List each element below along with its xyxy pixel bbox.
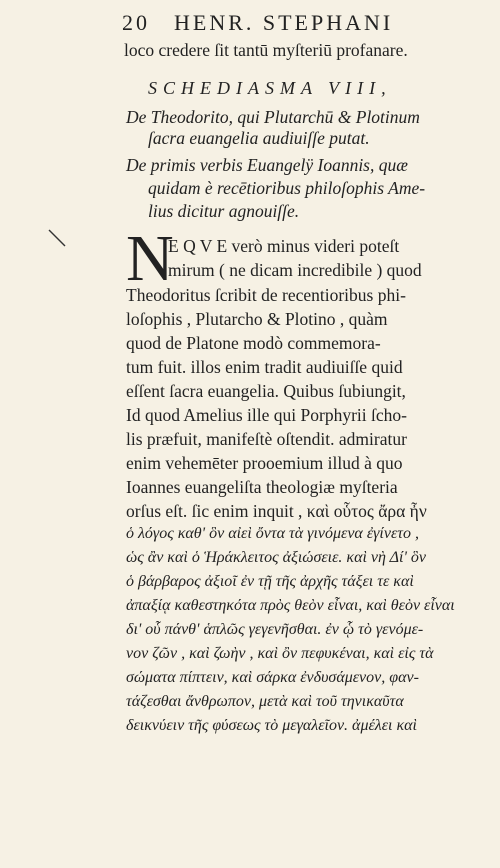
body-line: tum fuit. illos enim tradit audiuiſſe quid bbox=[126, 357, 403, 377]
greek-line: ὡς ἂν καὶ ὁ Ἡράκλειτος ἀξιώσειε. καὶ νὴ Δί' ὃν bbox=[126, 549, 427, 566]
greek-line: δι' οὗ πάνθ' ἁπλῶς γεγενῆσθαι. ἐν ᾧ τὸ γενόμε- bbox=[126, 621, 424, 638]
body-line: orſus eſt. ſic enim inquit , καὶ οὗτος ἄρα ἦν bbox=[126, 501, 427, 521]
running-head: HENR. STEPHANI bbox=[174, 10, 394, 35]
body-line: enim vehemēter prooemium illud à quo bbox=[126, 453, 403, 473]
heading-line: ſacra euangelia audiuiſſe putat. bbox=[148, 128, 370, 148]
body-line: mirum ( ne dicam incredibile ) quod bbox=[168, 260, 422, 280]
body-line: lis præfuit, manifeſtè oſtendit. admiratur bbox=[126, 429, 407, 449]
body-line: E Q V E verò minus videri poteſt bbox=[168, 236, 400, 256]
drop-cap: N bbox=[126, 222, 174, 295]
greek-line: ὁ λόγος καθ' ὃν αἰεὶ ὄντα τὰ γινόμενα ἐγίνετο , bbox=[126, 525, 420, 542]
body-line: Ioannes euangeliſta theologiæ myſteria bbox=[126, 477, 398, 497]
page-number: 20 bbox=[122, 10, 150, 35]
carry-over-line: loco credere ſit tantū myſteriū profanare. bbox=[124, 40, 408, 60]
margin-mark-icon bbox=[47, 228, 67, 248]
greek-line: δεικνύειν τῆς φύσεως τὸ μεγαλεῖον. ἀμέλει καὶ bbox=[126, 717, 417, 734]
body-line: Id quod Amelius ille qui Porphyrii ſcho- bbox=[126, 405, 407, 425]
body-line: loſophis , Plutarcho & Plotino , quàm bbox=[126, 309, 388, 329]
greek-line: τάζεσθαι ἄνθρωπον, μετὰ καὶ τοῦ τηνικαῦτα bbox=[126, 693, 404, 710]
body-line: quod de Platone modò commemora- bbox=[126, 333, 381, 353]
page-header bbox=[122, 10, 467, 40]
heading-line: quidam è recētioribus philoſophis Ame- bbox=[148, 178, 426, 198]
section-title: SCHEDIASMA VIII, bbox=[148, 78, 392, 98]
heading-line: lius dicitur agnouiſſe. bbox=[148, 201, 300, 221]
body-line: eſſent ſacra euangelia. Quibus ſubiungit, bbox=[126, 381, 406, 401]
body-line: Theodoritus ſcribit de recentioribus phi- bbox=[126, 285, 406, 305]
greek-line: νον ζῶν , καὶ ζωὴν , καὶ ὂν πεφυκέναι, καὶ εἰς τὰ bbox=[126, 645, 434, 662]
greek-line: ὁ βάρβαρος ἀξιοῖ ἐν τῇ τῆς ἀρχῆς τάξει τε καὶ bbox=[126, 573, 414, 590]
greek-line: ἀπαξίᾳ καθεστηκότα πρὸς θεὸν εἶναι, καὶ θεὸν εἶναι bbox=[126, 597, 455, 614]
heading-line: De primis verbis Euangelÿ Ioannis, quæ bbox=[126, 155, 408, 175]
heading-line: De Theodorito, qui Plutarchū & Plotinum bbox=[126, 107, 420, 127]
greek-line: σώματα πίπτειν, καὶ σάρκα ἐνδυσάμενον, φαν- bbox=[126, 669, 419, 686]
